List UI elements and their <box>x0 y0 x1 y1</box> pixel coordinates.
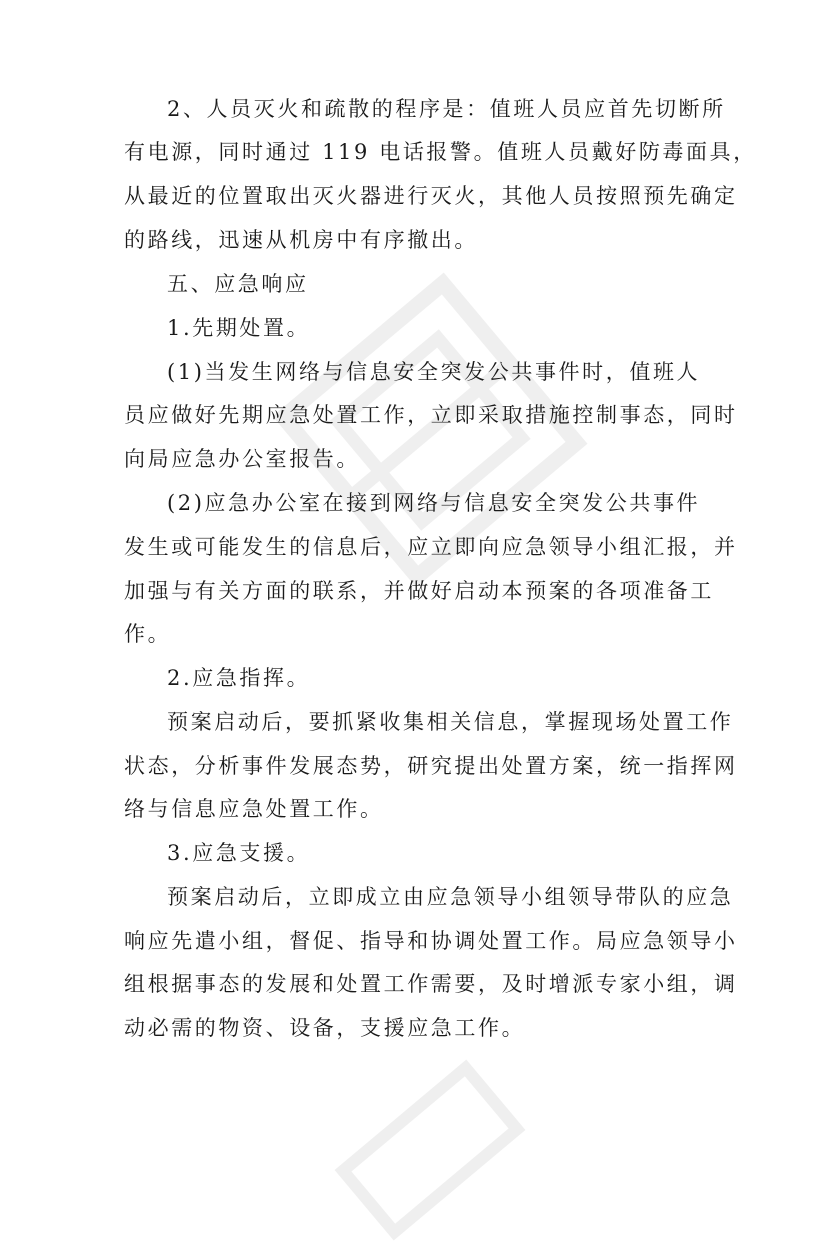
paragraph-line: 响应先遣小组，督促、指导和协调处置工作。局应急领导小 <box>124 929 738 953</box>
paragraph-line: 发生或可能发生的信息后，应立即向应急领导小组汇报，并 <box>124 535 738 559</box>
paragraph-line: 从最近的位置取出灭火器进行灭火，其他人员按照预先确定 <box>124 184 738 208</box>
paragraph-line: 有电源，同时通过 119 电话报警。值班人员戴好防毒面具， <box>124 140 757 164</box>
paragraph-line: 状态，分析事件发展态势，研究提出处置方案，统一指挥网 <box>124 754 738 778</box>
paragraph-line: 的路线，迅速从机房中有序撤出。 <box>124 228 478 252</box>
paragraph-line: (2)应急办公室在接到网络与信息安全突发公共事件 <box>167 491 701 515</box>
paragraph-line: 作。 <box>124 622 172 646</box>
subsection-heading: 3.应急支援。 <box>167 841 311 865</box>
paragraph-line: 向局应急办公室报告。 <box>124 447 360 471</box>
subsection-heading: 2.应急指挥。 <box>167 666 311 690</box>
paragraph-line: 预案启动后，立即成立由应急领导小组领导带队的应急 <box>167 885 734 909</box>
paragraph-line: (1)当发生网络与信息安全突发公共事件时，值班人 <box>167 360 701 384</box>
paragraph-line: 2、人员灭火和疏散的程序是：值班人员应首先切断所 <box>167 97 726 121</box>
paragraph-line: 络与信息应急处置工作。 <box>124 797 384 821</box>
paragraph-line: 员应做好先期应急处置工作，立即采取措施控制事态，同时 <box>124 403 738 427</box>
section-heading: 五、应急响应 <box>167 272 309 296</box>
subsection-heading: 1.先期处置。 <box>167 316 311 340</box>
paragraph-line: 组根据事态的发展和处置工作需要，及时增派专家小组，调 <box>124 972 738 996</box>
paragraph-line: 动必需的物资、设备，支援应急工作。 <box>124 1016 526 1040</box>
watermark-icon-bottom <box>315 1040 545 1260</box>
paragraph-line: 预案启动后，要抓紧收集相关信息，掌握现场处置工作 <box>167 710 734 734</box>
paragraph-line: 加强与有关方面的联系，并做好启动本预案的各项准备工 <box>124 579 714 603</box>
